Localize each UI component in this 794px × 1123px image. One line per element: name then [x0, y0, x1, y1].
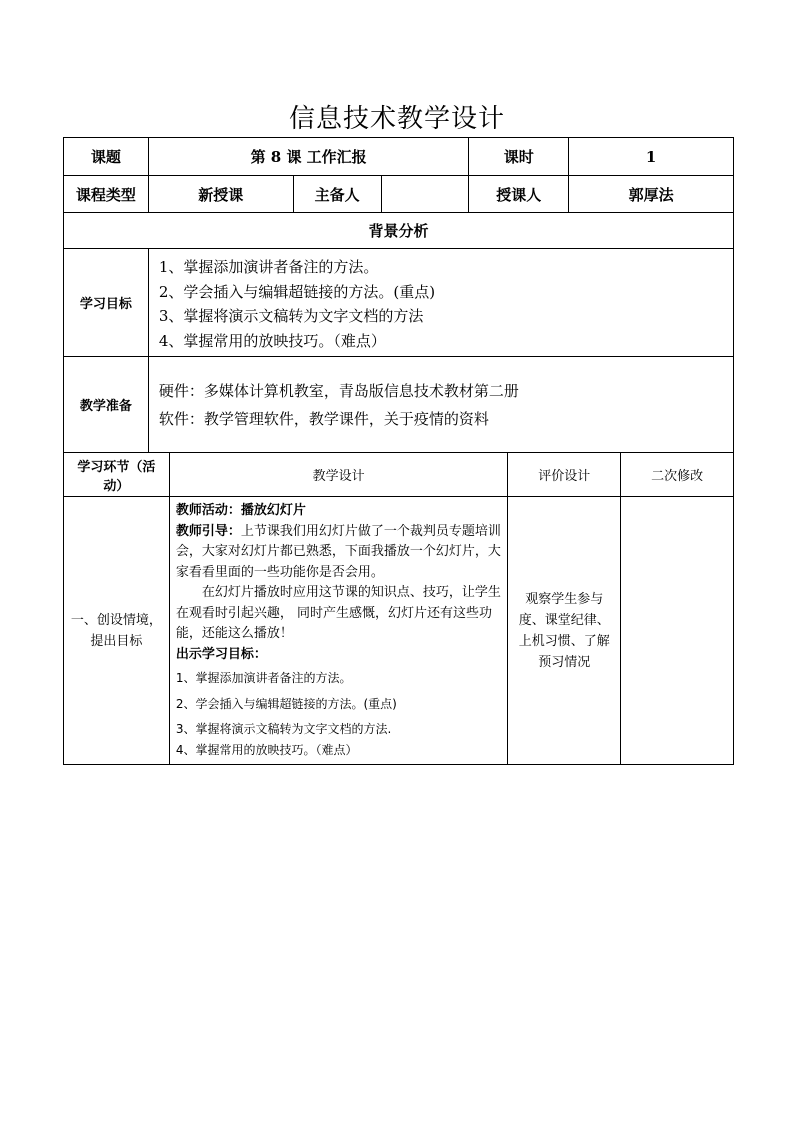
teaching-prep-content — [148, 357, 733, 453]
header-table — [63, 137, 734, 453]
goal-item: 2、学会插入与编辑超链接的方法。(重点) — [158, 282, 436, 301]
col-header-revision: 二次修改 — [621, 453, 734, 497]
preparer-label: 主备人 — [293, 176, 381, 213]
page-title: 信息技术教学设计 — [288, 104, 505, 134]
course-type-label: 课程类型 — [64, 176, 149, 213]
col-header-design: 教学设计 — [169, 453, 507, 497]
goals-title: 出示学习目标： — [175, 646, 267, 662]
prep-hardware: 硬件：多媒体计算机教室，青岛版信息技术教材第二册 — [158, 381, 519, 400]
teaching-prep-label: 教学准备 — [64, 357, 149, 453]
hours-label: 课时 — [469, 138, 569, 176]
goal-item: 4、掌握常用的放映技巧。（难点） — [158, 331, 386, 350]
design-goal-item: 2、学会插入与编辑超链接的方法。(重点) — [175, 697, 397, 711]
design-paragraph: 在幻灯片播放时应用这节课的知识点、技巧，让学生在观看时引起兴趣， 同时产生感慨，幻灯片还有这些功能，还能这么播放！ — [175, 585, 501, 641]
guide-text: 上节课我们用幻灯片做了一个裁判员专题培训会，大家对幻灯片都已熟悉，下面我播放一个幻灯片，大家看看里面的一些功能你是否会用。 — [175, 523, 501, 580]
teacher-label: 授课人 — [469, 176, 569, 213]
revision-cell — [621, 497, 734, 765]
design-goal-item: 3、掌握将演示文稿转为文字文档的方法. — [175, 722, 392, 736]
guide-label: 教师引导： — [175, 523, 241, 539]
topic-label: 课题 — [64, 138, 149, 176]
goal-item: 1、掌握添加演讲者备注的方法。 — [158, 258, 379, 276]
design-goal-item: 1、掌握添加演讲者备注的方法。 — [175, 671, 352, 685]
table-row — [64, 497, 734, 765]
process-table — [63, 452, 734, 765]
topic-value: 第 8 课 工作汇报 — [148, 138, 469, 176]
goal-item: 3、掌握将演示文稿转为文字文档的方法 — [158, 307, 424, 325]
learning-goals-label: 学习目标 — [64, 249, 149, 357]
background-analysis-heading: 背景分析 — [64, 213, 734, 249]
evaluation-cell: 观察学生参与度、课堂纪律、上机习惯、了解预习情况 — [508, 497, 621, 765]
preparer-value — [381, 176, 469, 213]
teacher-value: 郭厚法 — [569, 176, 734, 213]
activity-title: 教师活动：播放幻灯片 — [175, 503, 306, 518]
col-header-evaluation: 评价设计 — [508, 453, 621, 497]
design-cell — [169, 497, 507, 765]
design-goal-item: 4、掌握常用的放映技巧。（难点） — [175, 743, 358, 757]
col-header-stage: 学习环节（活动） — [64, 453, 170, 497]
stage-cell: 一、创设情境，提出目标 — [64, 497, 170, 765]
learning-goals-list — [148, 249, 733, 357]
hours-value: 1 — [569, 138, 734, 176]
course-type-value: 新授课 — [148, 176, 293, 213]
prep-software: 软件：教学管理软件，教学课件，关于疫情的资料 — [158, 409, 489, 428]
